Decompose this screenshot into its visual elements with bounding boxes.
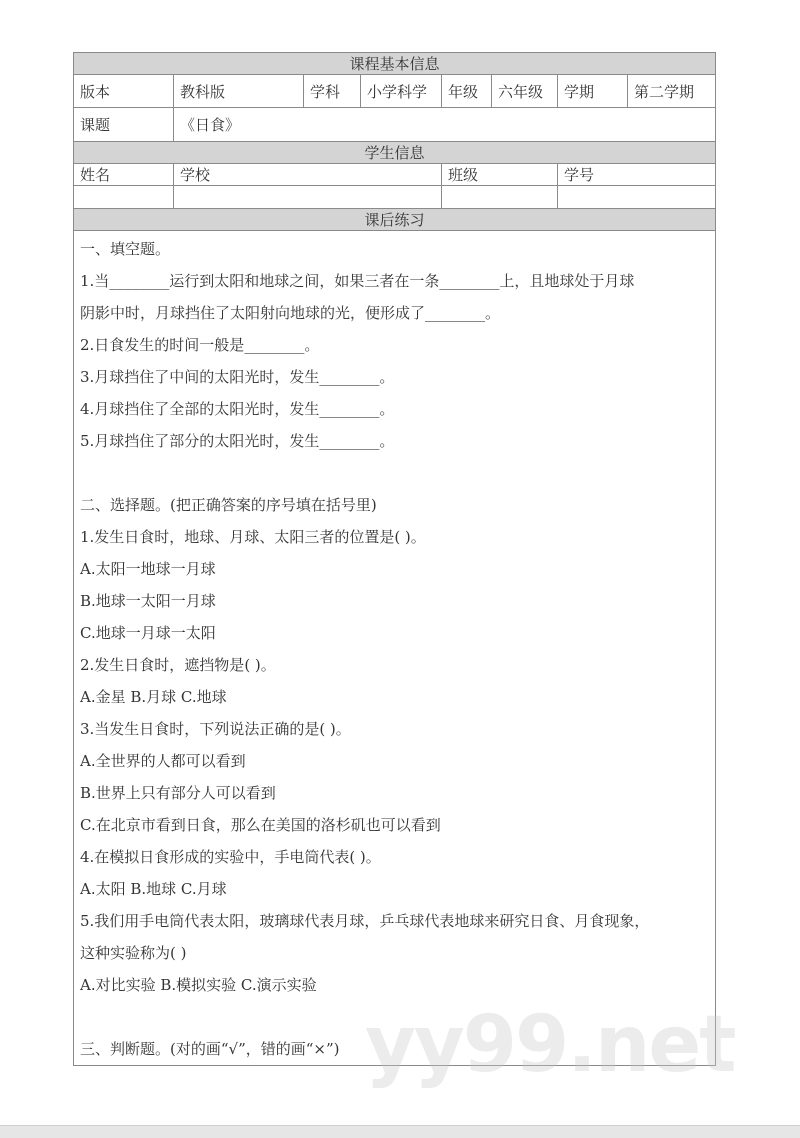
exercise-line: 4.在模拟日食形成的实验中，手电筒代表( )。	[80, 848, 381, 866]
exercise-header: 课后练习	[74, 209, 716, 231]
exercise-line: 2.日食发生的时间一般是________。	[80, 336, 320, 354]
subject-value: 小学科学	[361, 75, 442, 108]
term-label: 学期	[558, 75, 628, 108]
name-field[interactable]	[74, 186, 174, 209]
exercise-line: 5.我们用手电筒代表太阳，玻璃球代表月球，乒乓球代表地球来研究日食、月食现象，	[80, 912, 650, 930]
exercise-line	[80, 1001, 709, 1033]
edition-value: 教科版	[174, 75, 304, 108]
school-label: 学校	[174, 164, 442, 186]
class-label: 班级	[442, 164, 558, 186]
exercise-line: 3.月球挡住了中间的太阳光时，发生________。	[80, 368, 395, 386]
exercise-line: 1.当________运行到太阳和地球之间，如果三者在一条________上，且地球处于月球	[80, 272, 635, 290]
exercise-line: 3.当发生日食时，下列说法正确的是( )。	[80, 720, 351, 738]
exercise-line: A.对比实验 B.模拟实验 C.演示实验	[80, 976, 317, 994]
exercise-line: 一、填空题。	[80, 240, 171, 258]
edition-label: 版本	[74, 75, 174, 108]
student-id-field[interactable]	[558, 186, 716, 209]
course-info-header: 课程基本信息	[74, 53, 716, 75]
student-id-label: 学号	[558, 164, 716, 186]
watermark: yy99.net	[365, 1000, 735, 1090]
worksheet-table	[73, 52, 716, 1066]
exercise-line: B.地球一太阳一月球	[80, 592, 216, 610]
exercise-line: 5.月球挡住了部分的太阳光时，发生________。	[80, 432, 395, 450]
exercise-content	[74, 231, 716, 1066]
exercise-line: B.世界上只有部分人可以看到	[80, 784, 276, 802]
term-value: 第二学期	[628, 75, 716, 108]
student-info-header: 学生信息	[74, 142, 716, 164]
exercise-line: 1.发生日食时，地球、月球、太阳三者的位置是( )。	[80, 528, 426, 546]
school-field[interactable]	[174, 186, 442, 209]
exercise-line: 2.发生日食时，遮挡物是( )。	[80, 656, 276, 674]
name-label: 姓名	[74, 164, 174, 186]
grade-value: 六年级	[492, 75, 558, 108]
exercise-line: A.太阳 B.地球 C.月球	[80, 880, 227, 898]
exercise-line: 二、选择题。(把正确答案的序号填在括号里)	[80, 496, 377, 514]
exercise-line: 4.月球挡住了全部的太阳光时，发生________。	[80, 400, 395, 418]
exercise-line: 三、判断题。(对的画“√”，错的画“×”)	[80, 1040, 340, 1058]
exercise-line: 这种实验称为( )	[80, 944, 187, 962]
exercise-line: A.太阳一地球一月球	[80, 560, 216, 578]
exercise-line: A.全世界的人都可以看到	[80, 752, 246, 770]
exercise-line: C.在北京市看到日食，那么在美国的洛杉矶也可以看到	[80, 816, 441, 834]
topic-label: 课题	[74, 108, 174, 142]
subject-label: 学科	[304, 75, 361, 108]
exercise-line: A.金星 B.月球 C.地球	[80, 688, 227, 706]
page-bottom-edge	[0, 1125, 800, 1138]
grade-label: 年级	[442, 75, 492, 108]
exercise-line	[80, 457, 709, 489]
exercise-line: 阴影中时，月球挡住了太阳射向地球的光，便形成了________。	[80, 304, 501, 322]
class-field[interactable]	[442, 186, 558, 209]
exercise-line: C.地球一月球一太阳	[80, 624, 216, 642]
topic-value: 《日食》	[174, 108, 716, 142]
